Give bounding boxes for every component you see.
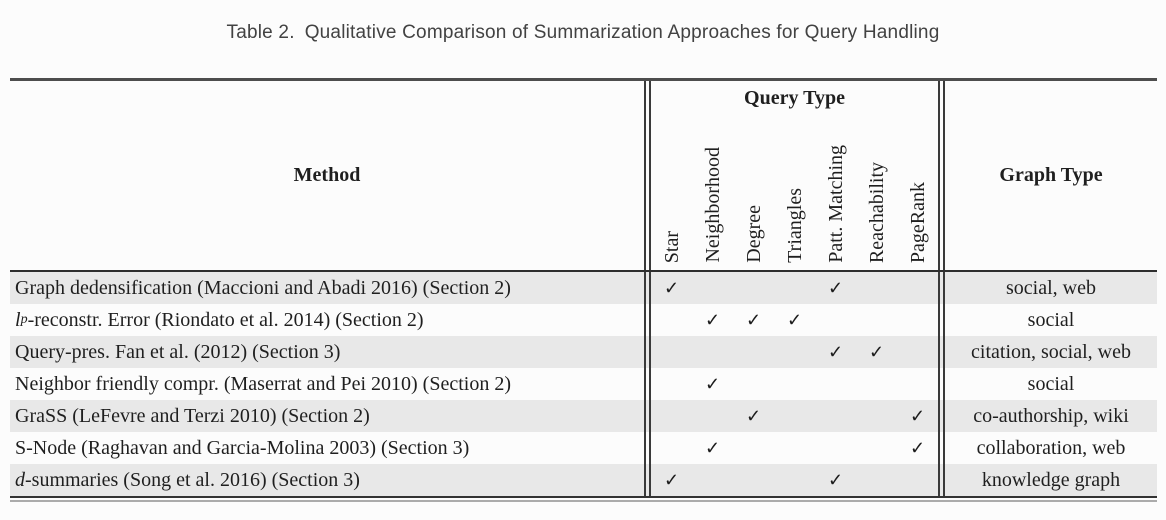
method-text-part: p (20, 312, 28, 327)
table-caption-text: Qualitative Comparison of Summarization Approaches for Query Handling (304, 22, 940, 43)
check-mark-icon: ✓ (704, 373, 721, 394)
check-mark-icon: ✓ (745, 309, 762, 330)
query-cell-degree (733, 432, 774, 464)
query-cell-reachability (856, 432, 897, 464)
query-cell-reachability (856, 400, 897, 432)
query-cell-patt-matching (815, 464, 856, 496)
vertical-double-rule-left (644, 464, 651, 496)
query-cell-neighborhood (692, 400, 733, 432)
method-cell (10, 400, 644, 432)
method-text-part: GraSS (LeFevre and Terzi 2010) (Section 2) (15, 404, 370, 427)
vertical-double-rule-right (938, 81, 945, 270)
query-cell-pagerank (897, 432, 938, 464)
query-cell-triangles (774, 368, 815, 400)
check-mark-icon: ✓ (663, 469, 680, 490)
query-cells (651, 432, 938, 464)
graph-type-cell: social (1027, 372, 1075, 395)
query-column-header-patt-matching (815, 115, 856, 270)
query-column-header-triangles (774, 115, 815, 270)
query-column-label: Neighborhood (701, 147, 724, 263)
query-column-header-star (651, 115, 692, 270)
query-cell-triangles (774, 336, 815, 368)
vertical-double-rule-right (938, 272, 945, 304)
query-cell-reachability (856, 272, 897, 304)
column-header-method: Method (293, 164, 361, 186)
check-mark-icon: ✓ (786, 309, 803, 330)
query-cell-star (651, 400, 692, 432)
vertical-double-rule-left (644, 81, 651, 270)
graph-type-cell: knowledge graph (981, 468, 1121, 491)
query-cell-reachability (856, 304, 897, 336)
query-cell-triangles (774, 400, 815, 432)
query-column-label: Degree (742, 205, 765, 263)
vertical-double-rule-right (938, 368, 945, 400)
query-cell-pagerank (897, 304, 938, 336)
table-row (10, 464, 1157, 496)
table-caption (0, 22, 1166, 44)
vertical-double-rule-right (938, 336, 945, 368)
method-cell (10, 336, 644, 368)
check-mark-icon: ✓ (704, 309, 721, 330)
table-row (10, 400, 1157, 432)
vertical-double-rule-right (938, 304, 945, 336)
vertical-double-rule-left (644, 304, 651, 336)
query-cell-degree (733, 336, 774, 368)
query-cells (651, 272, 938, 304)
query-cell-neighborhood (692, 464, 733, 496)
query-cell-patt-matching (815, 336, 856, 368)
query-column-label: Reachability (865, 161, 888, 263)
query-cell-neighborhood (692, 368, 733, 400)
vertical-double-rule-left (644, 432, 651, 464)
query-cell-patt-matching (815, 304, 856, 336)
query-column-label: PageRank (906, 181, 929, 263)
graph-type-cell: collaboration, web (976, 436, 1126, 459)
query-cell-pagerank (897, 336, 938, 368)
method-cell (10, 432, 644, 464)
query-cell-patt-matching (815, 400, 856, 432)
method-text-part: Graph dedensification (Maccioni and Abadi 2016) (Section 2) (15, 276, 511, 299)
table-row (10, 304, 1157, 336)
graph-type-cell: social (1027, 308, 1075, 331)
method-text-part: S-Node (Raghavan and Garcia-Molina 2003) (Section 3) (15, 436, 470, 459)
query-cell-reachability (856, 464, 897, 496)
column-header-query-type: Query Type (744, 86, 845, 109)
query-cell-star (651, 432, 692, 464)
table-body (10, 272, 1157, 496)
query-cell-patt-matching (815, 368, 856, 400)
query-cell-reachability (856, 336, 897, 368)
query-cell-patt-matching (815, 272, 856, 304)
check-mark-icon: ✓ (704, 437, 721, 458)
graph-type-cell: citation, social, web (971, 340, 1131, 363)
table-caption-label: Table 2. (226, 22, 295, 43)
check-mark-icon: ✓ (909, 437, 926, 458)
vertical-double-rule-right (938, 432, 945, 464)
check-mark-icon: ✓ (745, 405, 762, 426)
check-mark-icon: ✓ (909, 405, 926, 426)
table-bottom-rule-thin (10, 500, 1157, 502)
method-text-part: l (15, 308, 21, 331)
query-cell-triangles (774, 304, 815, 336)
method-cell (10, 368, 644, 400)
method-text-part: d (15, 468, 25, 491)
table-header-row (10, 81, 1157, 270)
query-cell-neighborhood (692, 272, 733, 304)
query-cells (651, 368, 938, 400)
vertical-double-rule-left (644, 336, 651, 368)
query-cell-reachability (856, 368, 897, 400)
query-cell-degree (733, 304, 774, 336)
query-column-header-neighborhood (692, 115, 733, 270)
query-cell-neighborhood (692, 304, 733, 336)
query-cell-degree (733, 272, 774, 304)
query-cell-degree (733, 400, 774, 432)
query-cell-pagerank (897, 272, 938, 304)
graph-type-cell: social, web (1006, 276, 1096, 299)
vertical-double-rule-right (938, 400, 945, 432)
query-subcolumn-headers (651, 115, 938, 270)
query-cell-triangles (774, 272, 815, 304)
query-column-header-pagerank (897, 115, 938, 270)
query-column-label: Star (660, 230, 683, 263)
check-mark-icon: ✓ (827, 469, 844, 490)
query-column-label: Triangles (783, 188, 806, 263)
query-cell-star (651, 368, 692, 400)
query-cells (651, 336, 938, 368)
query-cell-patt-matching (815, 432, 856, 464)
comparison-table (10, 78, 1157, 502)
query-column-header-degree (733, 115, 774, 270)
table-row (10, 432, 1157, 464)
query-cells (651, 304, 938, 336)
query-cell-star (651, 304, 692, 336)
table-row (10, 368, 1157, 400)
method-text-part: Neighbor friendly compr. (Maserrat and Pei 2010) (Section 2) (15, 372, 511, 395)
method-text-part: Query-pres. Fan et al. (2012) (Section 3) (15, 340, 341, 363)
query-cell-pagerank (897, 400, 938, 432)
check-mark-icon: ✓ (827, 341, 844, 362)
vertical-double-rule-right (938, 464, 945, 496)
method-cell (10, 272, 644, 304)
query-cell-degree (733, 368, 774, 400)
query-cell-neighborhood (692, 336, 733, 368)
query-cell-star (651, 464, 692, 496)
query-cells (651, 464, 938, 496)
graph-type-cell: co-authorship, wiki (973, 404, 1129, 427)
query-cell-degree (733, 464, 774, 496)
method-text-part: -summaries (Song et al. 2016) (Section 3) (25, 468, 360, 491)
query-cells (651, 400, 938, 432)
vertical-double-rule-left (644, 272, 651, 304)
vertical-double-rule-left (644, 368, 651, 400)
query-cell-neighborhood (692, 432, 733, 464)
query-cell-triangles (774, 464, 815, 496)
table-row (10, 272, 1157, 304)
query-cell-triangles (774, 432, 815, 464)
method-text-part: -reconstr. Error (Riondato et al. 2014) (Section 2) (27, 308, 424, 331)
method-cell (10, 464, 644, 496)
query-column-label: Patt. Matching (824, 145, 847, 263)
query-cell-star (651, 336, 692, 368)
query-cell-star (651, 272, 692, 304)
check-mark-icon: ✓ (868, 341, 885, 362)
method-cell (10, 304, 644, 336)
column-header-graph-type: Graph Type (999, 164, 1103, 186)
vertical-double-rule-left (644, 400, 651, 432)
table-row (10, 336, 1157, 368)
query-cell-pagerank (897, 368, 938, 400)
check-mark-icon: ✓ (663, 277, 680, 298)
query-type-header-group (651, 81, 938, 270)
query-cell-pagerank (897, 464, 938, 496)
query-column-header-reachability (856, 115, 897, 270)
check-mark-icon: ✓ (827, 277, 844, 298)
